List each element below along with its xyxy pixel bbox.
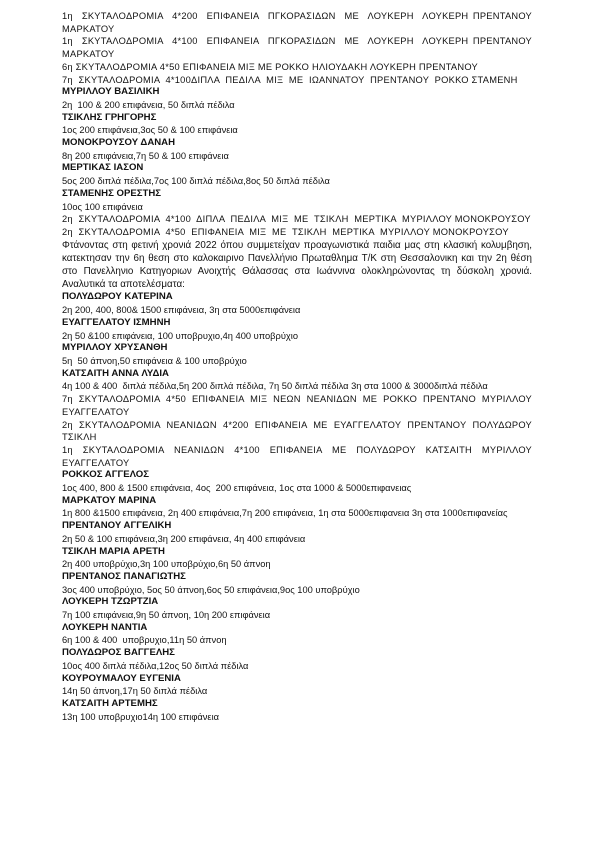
athlete-name: ΚΑΤΣΑΙΤΗ ΑΝΝΑ ΛΥΔΙΑ <box>62 367 169 379</box>
relay-result-line: 7η ΣΚΥΤΑΛΟΔΡΟΜΙΑ 4*100ΔΙΠΛΑ ΠΕΔΙΛΑ ΜΙΞ ΜΕ ΙΩΑΝΝΑΤΟΥ ΠΡΕΝΤΑΝΟΥ ΡΟΚΚΟ ΣΤΑΜΕΝΗ <box>62 74 518 85</box>
result-line: 5η 50 άπνοη,50 επιφάνεια & 100 υποβρύχιο <box>62 355 247 366</box>
relay-result-line: 1η ΣΚΥΤΑΛΟΔΡΟΜΙΑ 4*100 ΕΠΙΦΑΝΕΙΑ ΠΓΚΟΡΑΣΙΔΩΝ ΜΕ ΛΟΥΚΕΡΗ ΛΟΥΚΕΡΗ ΠΡΕΝΤΑΝΟΥ ΜΑΡΚΑΤΟΥ <box>62 36 535 60</box>
relay-result-line: 6η ΣΚΥΤΑΛΟΔΡΟΜΙΑ 4*50 ΕΠΙΦΑΝΕΙΑ ΜΙΞ ΜΕ ΡΟΚΚΟ ΗΛΙΟΥΔΑΚΗ ΛΟΥΚΕΡΗ ΠΡΕΝΤΑΝΟΥ <box>62 61 478 72</box>
result-line: 1η 800 &1500 επιφάνεια, 2η 400 επιφάνεια,7η 200 επιφάνεια, 1η στα 5000επιφανεια 3η στα 1000επιφανείας <box>62 508 508 519</box>
result-line: 4η 100 & 400 διπλά πέδιλα,5η 200 διπλά πέδιλα, 7η 50 διπλά πέδιλα 3η στα 1000 & 3000διπλά πέδιλα <box>62 381 488 392</box>
result-line: 2η 50 & 100 επιφάνεια,3η 200 επιφάνεια, 4η 400 επιφάνεια <box>62 533 306 544</box>
athlete-name: ΠΟΛΥΔΩΡΟΥ ΚΑΤΕΡΙΝΑ <box>62 291 173 303</box>
result-line: 2η 200, 400, 800& 1500 επιφάνεια, 3η στα 5000επιφάνεια <box>62 305 301 316</box>
athlete-name: ΣΤΑΜΕΝΗΣ ΟΡΕΣΤΗΣ <box>62 187 162 199</box>
athlete-name: ΜΥΡΙΛΛΟΥ ΒΑΣΙΛΙΚΗ <box>62 86 160 98</box>
relay-result-line: 7η ΣΚΥΤΑΛΟΔΡΟΜΙΑ 4*50 ΕΠΙΦΑΝΕΙΑ ΜΙΞ ΝΕΩΝ ΝΕΑΝΙΔΩΝ ΜΕ ΡΟΚΚΟ ΠΡΕΝΤΑΝΟ ΜΥΡΙΛΛΟΥ ΕΥΑΓΓΕΛΑΤΟΥ <box>62 394 535 417</box>
athlete-name: ΚΑΤΣΑΙΤΗ ΑΡΤΕΜΗΣ <box>62 697 158 709</box>
athlete-name: ΚΟΥΡΟΥΜΑΛΟΥ ΕΥΓΕΝΙΑ <box>62 672 181 684</box>
relay-result-line: 1η ΣΚΥΤΑΛΟΔΡΟΜΙΑ 4*200 ΕΠΙΦΑΝΕΙΑ ΠΓΚΟΡΑΣΙΔΩΝ ΜΕ ΛΟΥΚΕΡΗ ΛΟΥΚΕΡΗ ΠΡΕΝΤΑΝΟΥ ΜΑΡΚΑΤΟΥ <box>62 11 535 34</box>
relay-result-line: 2η ΣΚΥΤΑΛΟΔΡΟΜΙΑ 4*100 ΔΙΠΛΑ ΠΕΔΙΛΑ ΜΙΞ ΜΕ ΤΣΙΚΛΗ ΜΕΡΤΙΚΑ ΜΥΡΙΛΛΟΥ ΜΟΝΟΚΡΟΥΣΟΥ <box>62 214 531 225</box>
athlete-name: ΤΣΙΚΛΗ ΜΑΡΙΑ ΑΡΕΤΗ <box>62 545 165 557</box>
result-line: 2η 400 υποβρύχιο,3η 100 υποβρύχιο,6η 50 άπνοη <box>62 559 271 570</box>
result-line: 2η 100 & 200 επιφάνεια, 50 διπλά πέδιλα <box>62 99 235 110</box>
relay-result-line: 1η ΣΚΥΤΑΛΟΔΡΟΜΙΑ ΝΕΑΝΙΔΩΝ 4*100 ΕΠΙΦΑΝΕΙΑ ΜΕ ΠΟΛΥΔΩΡΟΥ ΚΑΤΣΑΙΤΗ ΜΥΡΙΛΛΟΥ ΕΥΑΓΓΕΛΑΤΟΥ <box>62 444 535 468</box>
athlete-name: ΜΥΡΙΛΛΟΥ ΧΡΥΣΑΝΘΗ <box>62 342 168 354</box>
athlete-name: ΛΟΥΚΕΡΗ ΝΑΝΤΙΑ <box>62 621 148 633</box>
result-line: 2η 50 &100 επιφάνεια, 100 υποβρυχιο,4η 400 υποβρύχιο <box>62 330 299 341</box>
athlete-name: ΠΡΕΝΤΑΝΟΣ ΠΑΝΑΓΙΩΤΗΣ <box>62 570 186 582</box>
result-line: 14η 50 άπνοη,17η 50 διπλά πέδιλα <box>62 686 208 697</box>
athlete-name: ΜΕΡΤΙΚΑΣ ΙΑΣΟΝ <box>62 162 144 174</box>
athlete-name: ΤΣΙΚΛΗΣ ΓΡΗΓΟΡΗΣ <box>62 111 157 123</box>
result-line: 1ος 400, 800 & 1500 επιφάνεια, 4ος 200 επιφάνεια, 1ος στα 1000 & 5000επιφανειας <box>62 483 412 494</box>
relay-result-line: 2η ΣΚΥΤΑΛΟΔΡΟΜΙΑ 4*50 ΕΠΙΦΑΝΕΙΑ ΜΙΞ ΜΕ ΤΣΙΚΛΗ ΜΕΡΤΙΚΑ ΜΥΡΙΛΛΟΥ ΜΟΝΟΚΡΟΥΣΟΥ <box>62 226 509 237</box>
athlete-name: ΕΥΑΓΓΕΛΑΤΟΥ ΙΣΜΗΝΗ <box>62 316 171 328</box>
result-line: 6η 100 & 400 υποβρυχιο,11η 50 άπνοη <box>62 635 227 646</box>
athlete-name: ΛΟΥΚΕΡΗ ΤΖΩΡΤΖΙΑ <box>62 596 159 608</box>
result-line: 13η 100 υποβρυχιο14η 100 επιφάνεια <box>62 711 220 722</box>
result-line: 10ος 100 επιφάνεια <box>62 201 143 212</box>
result-line: 7η 100 επιφάνεια,9η 50 άπνοη, 10η 200 επιφάνεια <box>62 610 271 621</box>
results-document <box>62 10 535 723</box>
result-line: 10ος 400 διπλά πέδιλα,12ος 50 διπλά πέδιλα <box>62 660 249 671</box>
result-line: 3ος 400 υποβρύχιο, 5ος 50 άπνοη,6ος 50 επιφάνεια,9ος 100 υποβρύχιο <box>62 584 360 595</box>
athlete-name: ΠΡΕΝΤΑΝΟΥ ΑΓΓΕΛΙΚΗ <box>62 520 172 532</box>
summary-paragraph: Φτάνοντας στη φετινή χρονιά 2022 όπου συμμετείχαν προαγωνιστικά παιδια μας στη κλασική κολυμβηση, κατεκτησαν την 6η θεση στο καλοκαιρινο Πανελλήνιο Πρωταθλημα Τ/Κ στη Θεσσαλονικη και την 2η θέση στο Πανελληνιο Κατηγοριων Ανοιχτής Θάλασσας στα Ιωάννινα ολοκληρώνοντας τη δύσκολη χρονιά. Αναλυτικά τα αποτελέσματα: <box>62 239 535 291</box>
result-line: 5ος 200 διπλά πέδιλα,7ος 100 διπλά πέδιλα,8ος 50 διπλά πέδιλα <box>62 176 330 187</box>
athlete-name: ΡΟΚΚΟΣ ΑΓΓΕΛΟΣ <box>62 469 150 481</box>
result-line: 8η 200 επιφάνεια,7η 50 & 100 επιφάνεια <box>62 150 229 161</box>
athlete-name: ΜΟΝΟΚΡΟΥΣΟΥ ΔΑΝΑΗ <box>62 137 176 149</box>
result-line: 1ος 200 επιφάνεια,3ος 50 & 100 επιφάνεια <box>62 125 238 136</box>
relay-result-line: 2η ΣΚΥΤΑΛΟΔΡΟΜΙΑ ΝΕΑΝΙΔΩΝ 4*200 ΕΠΙΦΑΝΕΙΑ ΜΕ ΕΥΑΓΓΕΛΑΤΟΥ ΠΡΕΝΤΑΝΟΥ ΠΟΛΥΔΩΡΟΥ ΤΣΙΚΛΗ <box>62 419 535 443</box>
athlete-name: ΜΑΡΚΑΤΟΥ ΜΑΡΙΝΑ <box>62 494 157 506</box>
athlete-name: ΠΟΛΥΔΩΡΟΣ ΒΑΓΓΕΛΗΣ <box>62 647 175 659</box>
